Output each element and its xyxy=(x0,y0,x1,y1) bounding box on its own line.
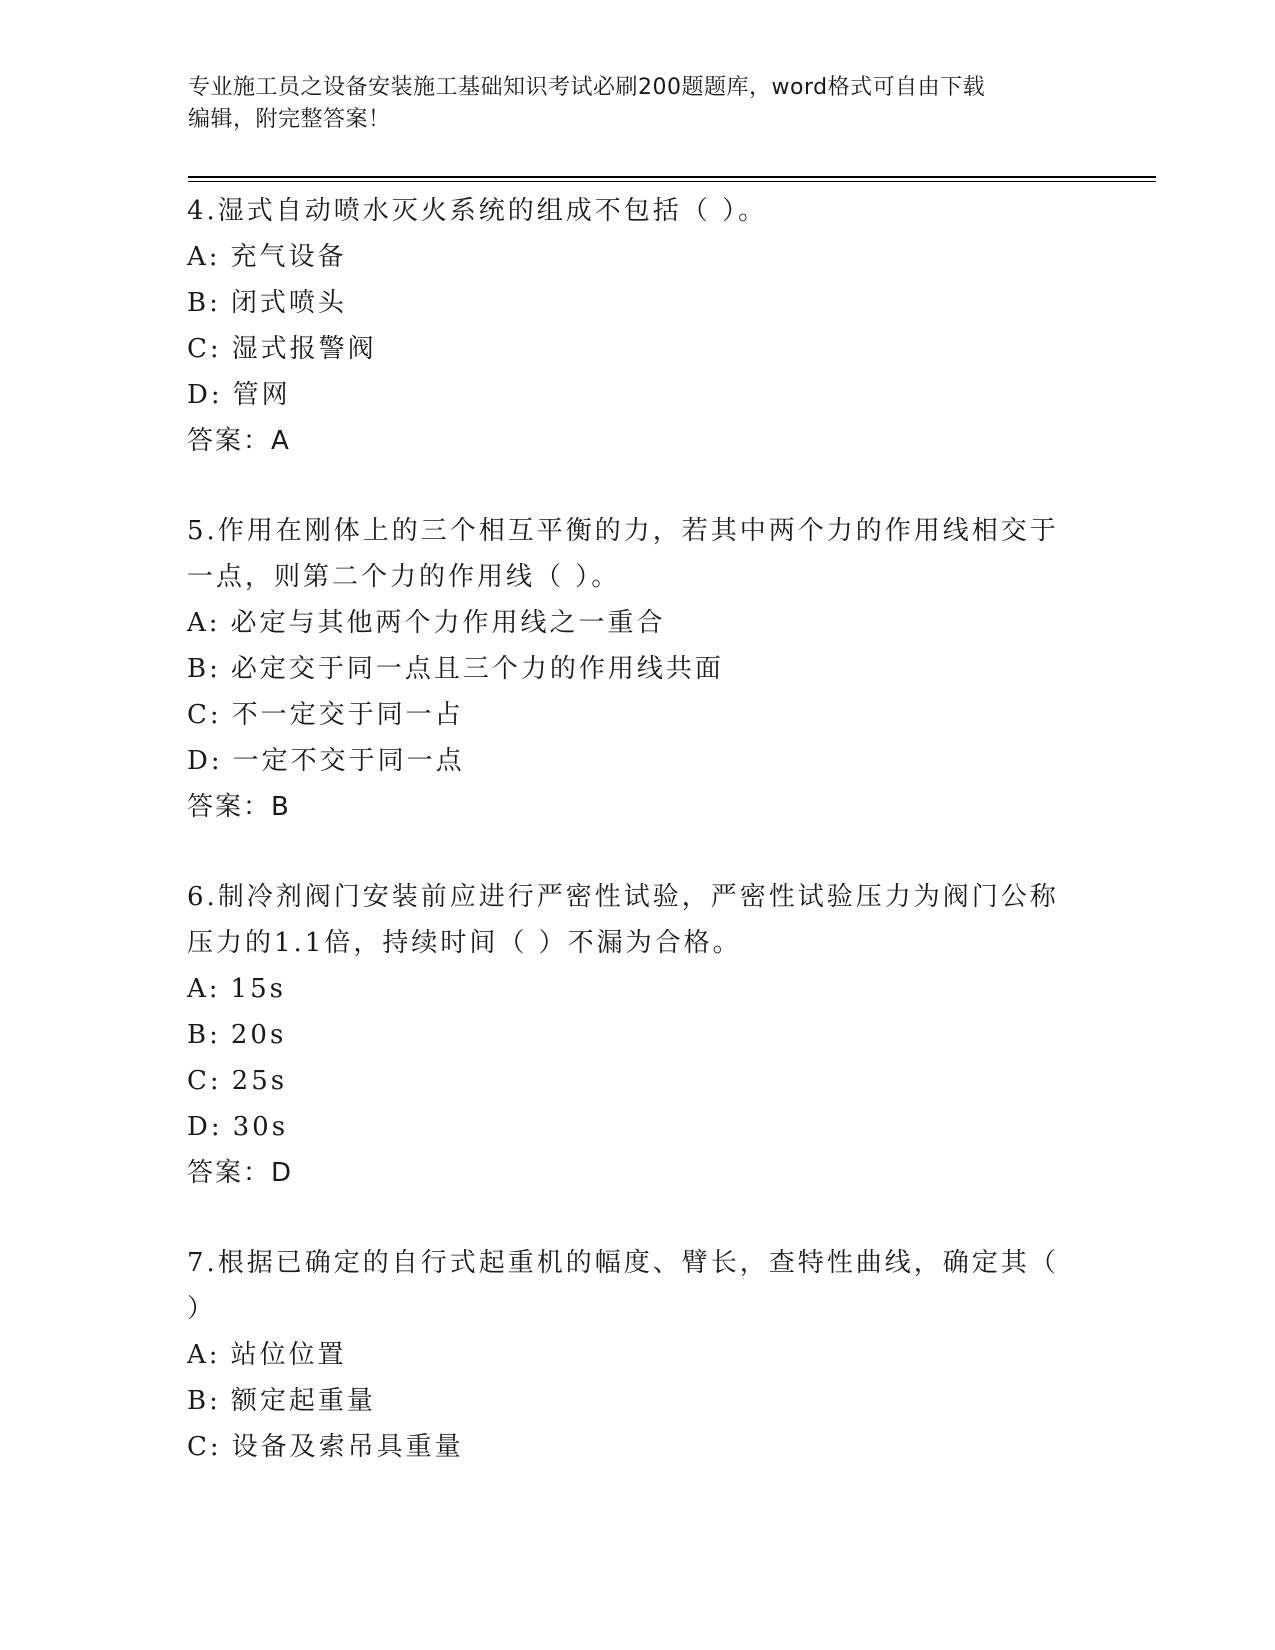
option-row xyxy=(187,1058,1087,1104)
header-divider-thin xyxy=(188,181,1156,182)
option-text: 必定与其他两个力作用线之一重合 xyxy=(230,608,666,638)
option-text: 必定交于同一点且三个力的作用线共面 xyxy=(230,654,724,684)
option-letter: D: xyxy=(187,380,223,410)
option-letter: C: xyxy=(187,700,222,730)
header-divider-thick xyxy=(188,176,1156,178)
question-block xyxy=(187,874,1087,1196)
option-letter: C: xyxy=(187,1432,222,1462)
option-letter: A: xyxy=(187,242,221,272)
option-row xyxy=(187,326,1087,372)
option-text: 设备及索吊具重量 xyxy=(231,1432,464,1462)
option-text: 15s xyxy=(230,974,286,1004)
question-stem: 6.制冷剂阀门安装前应进行严密性试验，严密性试验压力为阀门公称压力的1.1倍，持续时间（ ）不漏为合格。 xyxy=(187,882,1059,958)
answer-line: 答案：D xyxy=(187,1158,294,1188)
question-stem: 4.湿式自动喷水灭火系统的组成不包括（ ）。 xyxy=(187,196,768,226)
option-letter: C: xyxy=(187,334,222,364)
option-text: 30s xyxy=(232,1112,289,1142)
option-row xyxy=(187,646,1087,692)
option-row xyxy=(187,1378,1087,1424)
option-letter: B: xyxy=(187,1386,221,1416)
option-text: 一定不交于同一点 xyxy=(232,746,465,776)
document-header xyxy=(188,72,1088,136)
question-list xyxy=(187,188,1087,1514)
option-row xyxy=(187,234,1087,280)
option-text: 闭式喷头 xyxy=(230,288,347,318)
header-line-2: 编辑，附完整答案！ xyxy=(188,107,391,132)
option-row xyxy=(187,372,1087,418)
option-letter: A: xyxy=(187,608,221,638)
option-letter: B: xyxy=(187,288,221,318)
question-block xyxy=(187,188,1087,464)
option-letter: A: xyxy=(187,974,221,1004)
option-row xyxy=(187,1424,1087,1470)
question-stem: 7.根据已确定的自行式起重机的幅度、臂长，查特性曲线，确定其（ ） xyxy=(187,1248,1059,1324)
option-text: 25s xyxy=(231,1066,288,1096)
option-row xyxy=(187,1332,1087,1378)
option-row xyxy=(187,692,1087,738)
option-letter: D: xyxy=(187,746,223,776)
option-text: 充气设备 xyxy=(230,242,347,272)
option-letter: C: xyxy=(187,1066,222,1096)
answer-line: 答案：B xyxy=(187,792,291,822)
option-row xyxy=(187,600,1087,646)
option-text: 站位位置 xyxy=(230,1340,347,1370)
option-row xyxy=(187,966,1087,1012)
option-letter: A: xyxy=(187,1340,221,1370)
option-row xyxy=(187,1104,1087,1150)
option-letter: B: xyxy=(187,654,221,684)
option-row xyxy=(187,1012,1087,1058)
option-text: 额定起重量 xyxy=(230,1386,376,1416)
option-text: 20s xyxy=(230,1020,287,1050)
header-line-1: 专业施工员之设备安装施工基础知识考试必刷200题题库，word格式可自由下载 xyxy=(188,75,986,100)
question-block xyxy=(187,1240,1087,1470)
question-stem: 5.作用在刚体上的三个相互平衡的力，若其中两个力的作用线相交于一点，则第二个力的作用线（ ）。 xyxy=(187,516,1059,592)
option-text: 湿式报警阀 xyxy=(231,334,377,364)
option-text: 管网 xyxy=(232,380,291,410)
option-row xyxy=(187,280,1087,326)
answer-line: 答案：A xyxy=(187,426,291,456)
option-text: 不一定交于同一占 xyxy=(231,700,464,730)
option-row xyxy=(187,738,1087,784)
option-letter: D: xyxy=(187,1112,223,1142)
option-letter: B: xyxy=(187,1020,221,1050)
question-block xyxy=(187,508,1087,830)
